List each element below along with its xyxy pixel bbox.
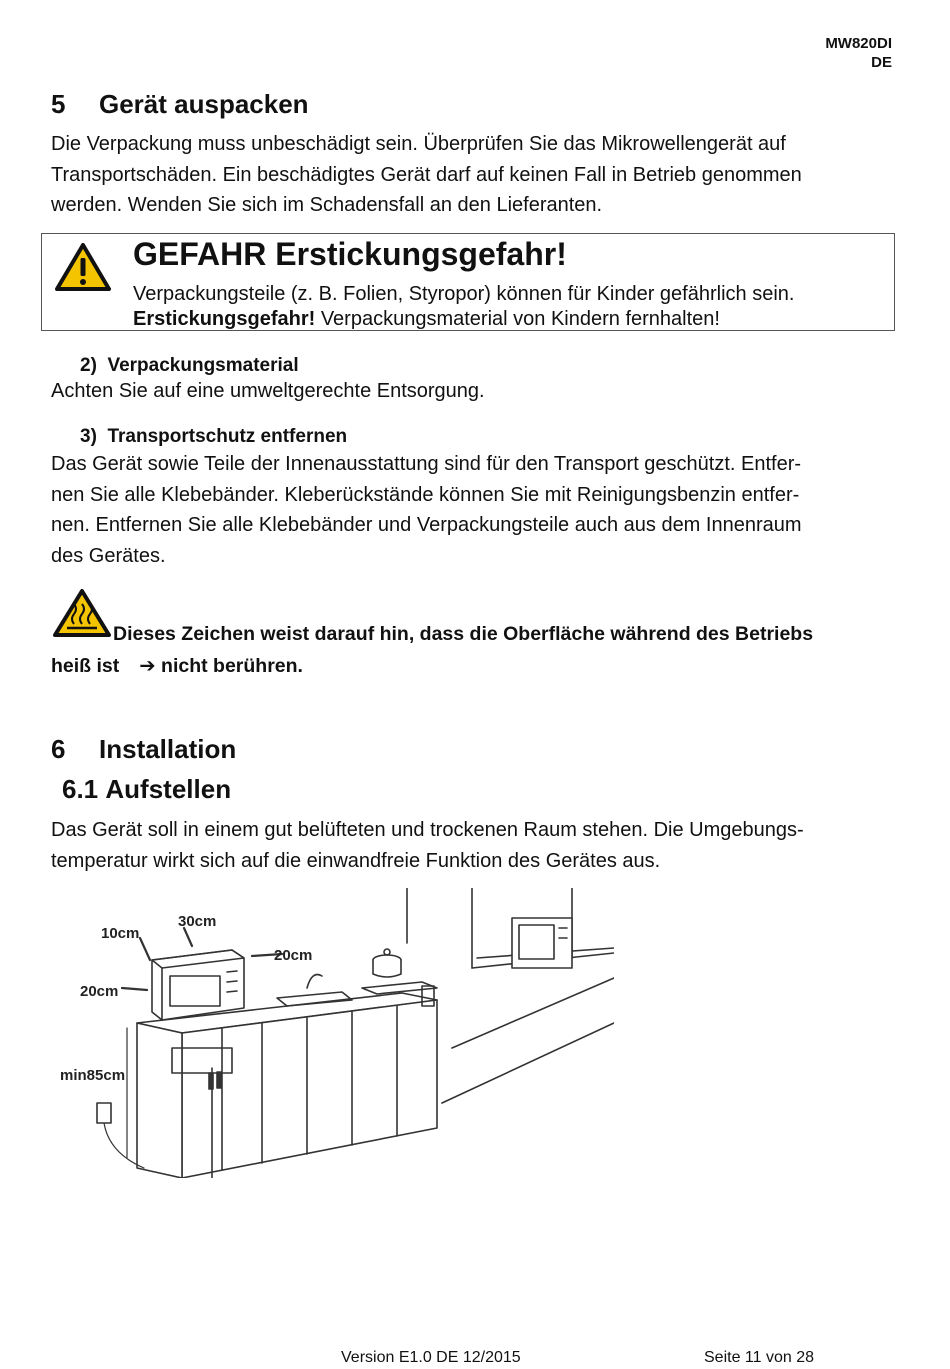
hot-surface-icon: [52, 588, 112, 638]
item-number: 3): [80, 426, 97, 447]
arrow-icon: ➔: [139, 655, 156, 677]
section-6-heading: [51, 734, 236, 765]
section-title: Installation: [99, 734, 237, 764]
hot-notice-instruction: nicht berühren.: [161, 655, 303, 677]
danger-instruction: Verpackungsmaterial von Kindern fernhalten!: [315, 308, 720, 330]
paragraph-line: werden. Wenden Sie sich im Schadensfall an den Lieferanten.: [51, 194, 603, 216]
danger-text-line-1: Verpackungsteile (z. B. Folien, Styropor) können für Kinder gefährlich sein.: [133, 283, 795, 305]
hot-notice-line-2: [51, 654, 303, 678]
paragraph-line: Das Gerät soll in einem gut belüfteten und trockenen Raum stehen. Die Umgebungs-: [51, 819, 804, 841]
section-6-paragraph: [51, 815, 804, 876]
paragraph-line: Die Verpackung muss unbeschädigt sein. Überprüfen Sie das Mikrowellengerät auf: [51, 133, 786, 155]
section-5-paragraph: [51, 129, 802, 221]
label-left-clearance: 20cm: [80, 983, 119, 1000]
subsection-number: 6.1: [62, 774, 99, 804]
footer-version: Version E1.0 DE 12/2015: [341, 1349, 521, 1366]
danger-emphasis: Erstickungsgefahr!: [133, 308, 316, 330]
label-side-clearance: 10cm: [101, 925, 140, 942]
section-number: 5: [51, 89, 66, 119]
item-title: Transportschutz entfernen: [107, 426, 348, 447]
document-header: [825, 34, 892, 72]
section-5-heading: [51, 89, 309, 120]
label-top-clearance: 30cm: [178, 913, 217, 930]
hot-notice-text: heiß ist: [51, 655, 120, 677]
item-2-text: Achten Sie auf eine umweltgerechte Entsorgung.: [51, 380, 485, 402]
danger-warning-box: [41, 233, 895, 331]
danger-text-line-2: [133, 308, 720, 331]
item-title: Verpackungsmaterial: [107, 355, 299, 376]
subsection-title: Aufstellen: [105, 774, 232, 804]
model-code: MW820DI: [825, 35, 892, 52]
language-code: DE: [871, 54, 892, 71]
item-number: 2): [80, 355, 97, 376]
installation-illustration: [52, 888, 614, 1178]
section-number: 6: [51, 734, 66, 764]
label-min-height: min85cm: [60, 1067, 126, 1084]
paragraph-line: Das Gerät sowie Teile der Innenausstattung sind für den Transport geschützt. Entfer-: [51, 453, 802, 475]
hot-notice-line-1: Dieses Zeichen weist darauf hin, dass die Oberfläche während des Betriebs: [113, 623, 814, 645]
warning-triangle-icon: [54, 242, 112, 292]
paragraph-line: nen. Entfernen Sie alle Klebebänder und Verpackungsteile auch aus dem Innenraum: [51, 514, 802, 536]
item-3-heading: [80, 426, 347, 448]
subsection-6-1-heading: [62, 774, 231, 805]
label-back-clearance: 20cm: [274, 947, 313, 964]
footer-page-number: Seite 11 von 28: [704, 1349, 815, 1366]
section-title: Gerät auspacken: [99, 89, 309, 119]
paragraph-line: temperatur wirkt sich auf die einwandfreie Funktion des Gerätes aus.: [51, 849, 661, 872]
danger-title: GEFAHR Erstickungsgefahr!: [133, 236, 567, 272]
paragraph-line: des Gerätes.: [51, 544, 166, 567]
paragraph-line: nen Sie alle Klebebänder. Kleberückstände können Sie mit Reinigungsbenzin entfer-: [51, 483, 800, 506]
paragraph-line: Transportschäden. Ein beschädigtes Gerät darf auf keinen Fall in Betrieb genommen: [51, 163, 802, 186]
item-3-paragraph: [51, 449, 802, 571]
item-2-heading: [80, 355, 299, 377]
